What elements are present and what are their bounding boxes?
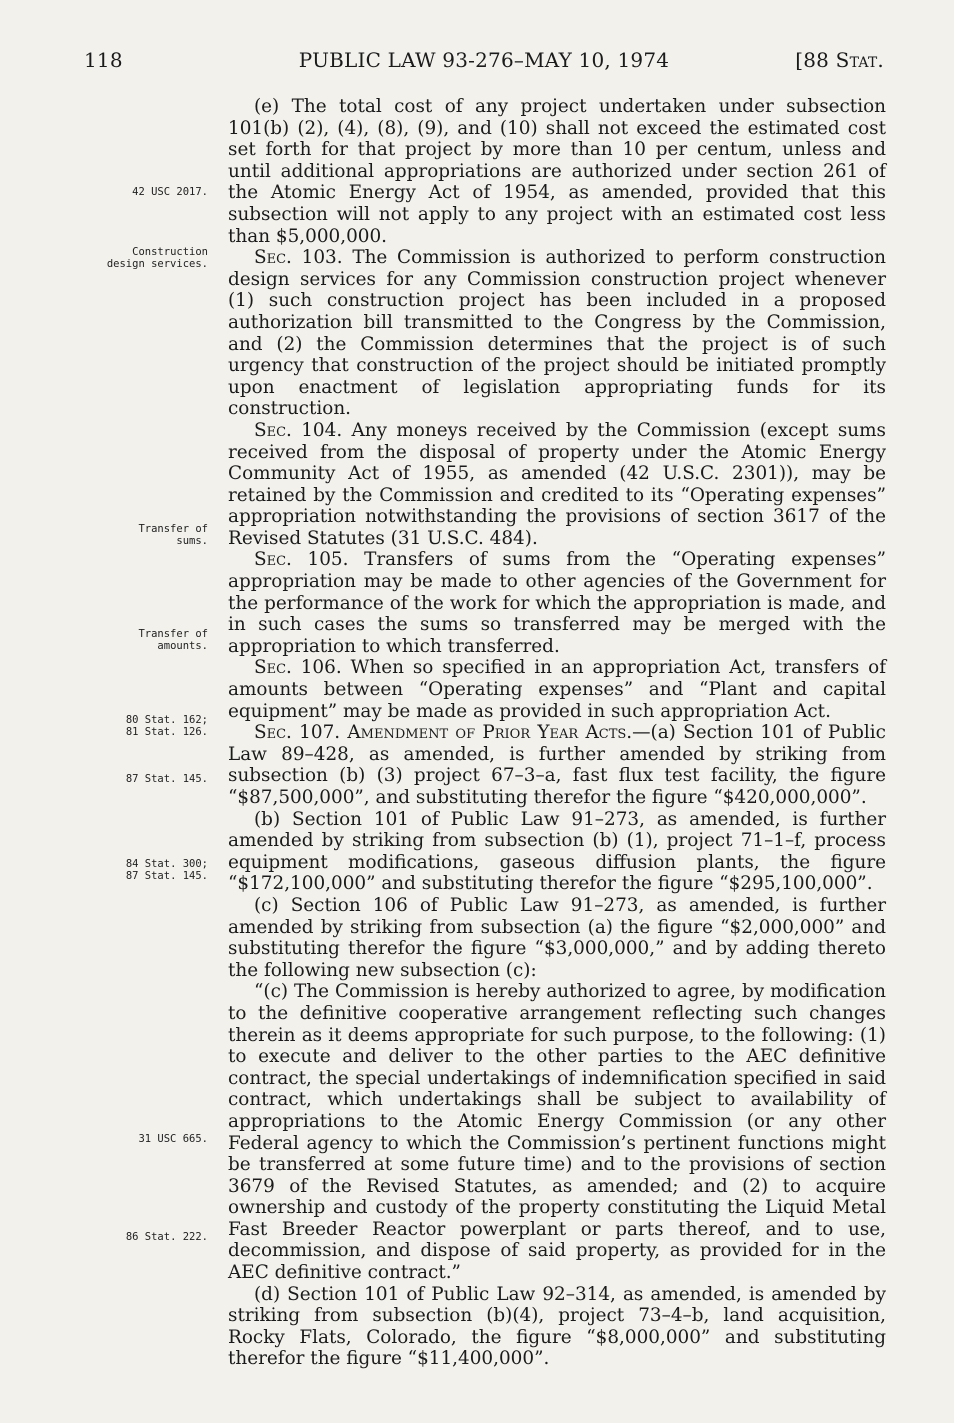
paragraph-sec-104	[228, 420, 886, 550]
margin-note-line: 84 Stat. 300;	[125, 858, 208, 870]
statute-prefix: [88	[795, 48, 836, 72]
paragraph-sec-107-c: (c) Section 106 of Public Law 91–273, as amended, is further amended by striking from subsection (a) the figure “$2,000,000” and substituting therefor the figure “$3,000,000,” and by adding thereto the following new subsection (c):	[228, 894, 886, 981]
paragraph-sec-105	[228, 549, 886, 657]
margin-note-transfer-amounts	[78, 628, 208, 652]
paragraph-sec-106	[228, 657, 886, 722]
margin-note-86-stat: 86 Stat. 222.	[125, 1231, 208, 1243]
paragraph-text: 104. Any moneys received by the Commission (except sums received from the disposal of property under the Atomic Energy Community Act of 1955, as amended (42 U.S.C. 2301)), may be retained by the Commission and credited to its “Operating expenses” appropriation notwithstanding the provisions of section 3617 of the Revised Statutes (31 U.S.C. 484).	[228, 419, 886, 549]
paragraph-sec-102-e: (e) The total cost of any project undertaken under subsection 101(b) (2), (4), (8), (9), and (10) shall not exceed the estimated cost set forth for that project by more than 10 per centum, unless and until additional appropriations are authorized under section 261 of the Atomic Energy Act of 1954, as amended, provided that this subsection will not apply to any project with an estimated cost less than $5,000,000.	[228, 96, 886, 247]
page-number: 118	[84, 48, 123, 72]
sec-label: Sec.	[254, 247, 292, 269]
paragraph-sec-107-a	[228, 722, 886, 808]
paragraph-sec-107-b: (b) Section 101 of Public Law 91–273, as amended, is further amended by striking from subsection (b) (1), project 71–1–f, process equipment modifications, gaseous diffusion plants, the figure “$172,100,000” and substituting therefor the figure “$295,100,000”.	[228, 808, 886, 895]
margin-note-line: sums.	[176, 535, 208, 547]
statute-reference	[795, 48, 884, 72]
section-number: 107.	[291, 722, 348, 744]
margin-note-87-stat: 87 Stat. 145.	[125, 773, 208, 785]
margin-note-42-usc-2017: 42 USC 2017.	[132, 186, 208, 198]
margin-note-84-stat	[78, 858, 208, 882]
margin-note-line: design services.	[106, 258, 208, 270]
margin-note-line: 87 Stat. 145.	[125, 870, 208, 882]
page-header	[84, 48, 884, 78]
statute-word: Stat.	[835, 48, 884, 72]
paragraph-text: —(a) Section 101 of Public Law 89–428, as amended, is further amended by striking from subsection (b) (3) project 67–3–a, fast flux test facility, the figure “$87,500,000”, and substituting therefor the figure “$420,000,000”.	[228, 722, 886, 808]
paragraph-text: 105. Transfers of sums from the “Operating expenses” appropriation may be made to other agencies of the Government for the performance of the work for which the appropriation is made, and in such cases the sums so transferred may be merged with the appropriation to which transferred.	[228, 549, 886, 657]
margin-note-line: amounts.	[157, 640, 208, 652]
sec-label: Sec.	[254, 549, 292, 571]
margin-note-line: 81 Stat. 126.	[125, 726, 208, 738]
paragraph-sec-107-d: (d) Section 101 of Public Law 92–314, as amended, is amended by striking from subsection (b)(4), project 73–4–b, land acquisition, Rocky Flats, Colorado, the figure “$8,000,000” and substituting therefor the figure “$11,400,000”.	[228, 1283, 886, 1370]
margin-note-31-usc-665: 31 USC 665.	[138, 1133, 208, 1145]
paragraph-text: 106. When so specified in an appropriation Act, transfers of amounts between “Operating expenses” and “Plant and capital equipment” may be made as provided in such appropriation Act.	[228, 657, 886, 722]
section-heading: Amendment of Prior Year Acts.	[347, 722, 633, 744]
paragraph-subsection-c-quote: “(c) The Commission is hereby authorized to agree, by modification to the definitive cooperative arrangement reflecting such changes therein as it deems appropriate for such purpose, to the following: (1) to execute and deliver to the other parties to the AEC definitive contract, the special undertakings of indemnification specified in said contract, which undertakings shall be subject to availability of appropriations to the Atomic Energy Commission (or any other Federal agency to which the Commission’s pertinent functions might be transferred at some future time) and to the provisions of section 3679 of the Revised Statutes, as amended; and (2) to acquire ownership and custody of the property constituting the Liquid Metal Fast Breeder Reactor powerplant or parts thereof, and to use, decommission, and dispose of said property, as provided for in the AEC definitive contract.”	[228, 981, 886, 1284]
margin-note-construction-design	[78, 246, 208, 270]
margin-note-80-stat	[78, 714, 208, 738]
paragraph-text: 103. The Commission is authorized to perform construction design services for any Commission construction project whenever (1) such construction project has been included in a proposed authorization bill transmitted to the Congress by the Commission, and (2) the Commission determines that the project is of such urgency that construction of the project should be initiated promptly upon enactment of legislation appropriating funds for its construction.	[228, 247, 886, 420]
margin-note-line: Transfer of	[138, 523, 208, 535]
margin-note-line: 80 Stat. 162;	[125, 714, 208, 726]
paragraph-sec-103	[228, 247, 886, 420]
law-text	[228, 96, 886, 1370]
margin-note-transfer-sums	[78, 523, 208, 547]
running-title: PUBLIC LAW 93-276–MAY 10, 1974	[298, 48, 670, 72]
sec-label: Sec.	[254, 657, 292, 679]
sec-label: Sec.	[254, 722, 292, 744]
sec-label: Sec.	[254, 419, 292, 441]
margin-note-line: Construction	[132, 246, 208, 258]
margin-note-line: Transfer of	[138, 628, 208, 640]
